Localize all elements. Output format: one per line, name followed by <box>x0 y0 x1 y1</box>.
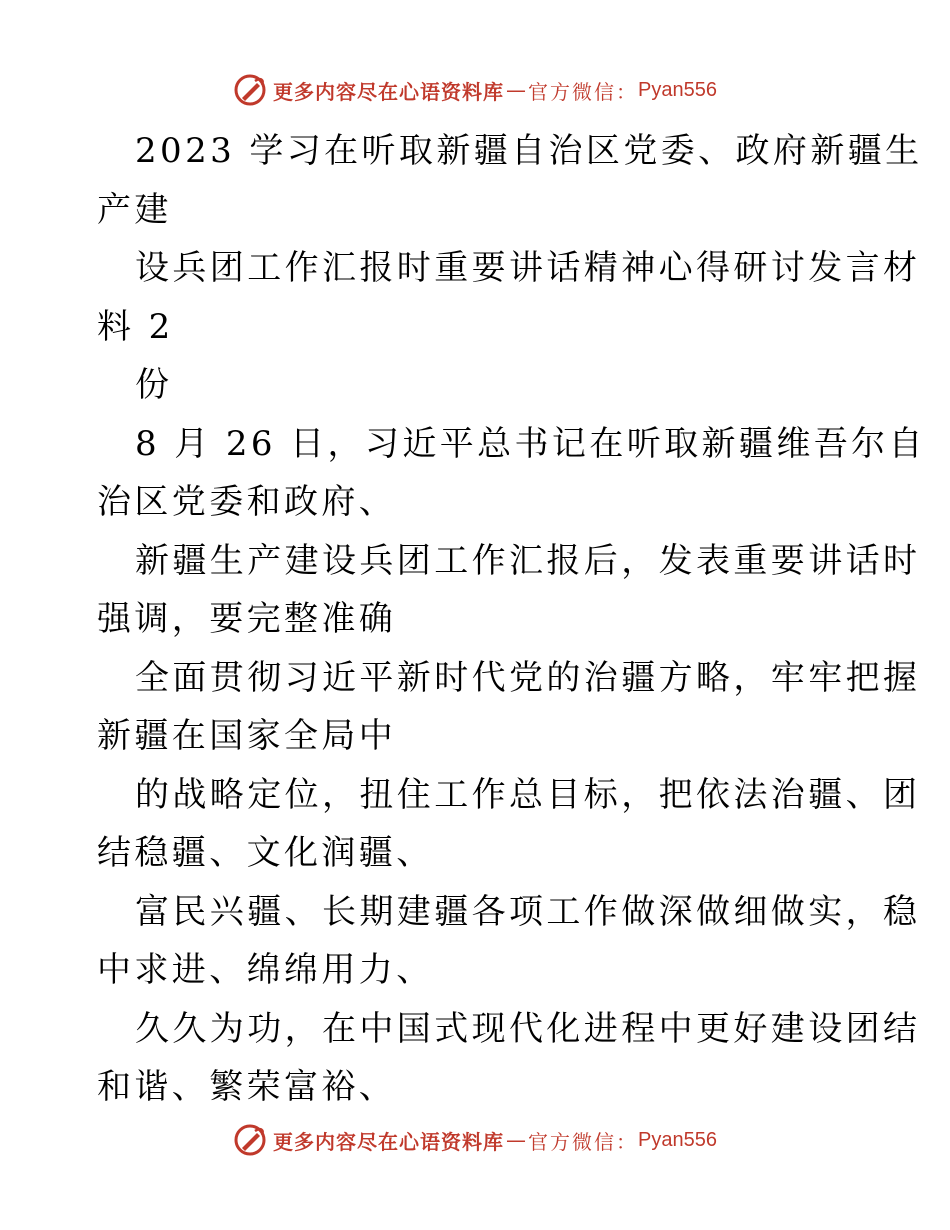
document-line: 产建 <box>97 189 172 230</box>
document-line: 和谐、繁荣富裕、 <box>97 1067 397 1107</box>
document-body <box>97 122 926 1117</box>
document-line: 治区党委和政府、 <box>97 482 397 522</box>
document-line: 2023 学习在听取新疆自治区党委、政府新疆生 <box>135 131 923 171</box>
watermark-wechat-id: Pyan556 <box>638 1128 717 1151</box>
watermark-brand-text: 更多内容尽在心语资料库 <box>273 1129 505 1154</box>
document-line: 设兵团工作汇报时重要讲话精神心得研讨发言材 <box>135 248 921 288</box>
document-line: 8 月 26 日，习近平总书记在听取新疆维吾尔自 <box>135 423 926 464</box>
header-watermark <box>0 70 950 110</box>
document-line: 富民兴疆、长期建疆各项工作做深做细做实，稳 <box>135 891 921 932</box>
footer-watermark <box>0 1120 950 1160</box>
watermark-wechat-id: Pyan556 <box>638 78 717 101</box>
document-line: 份 <box>135 365 173 405</box>
document-line: 料 2 <box>97 306 174 347</box>
document-line: 中求进、绵绵用力、 <box>97 950 434 990</box>
document-line: 的战略定位，扭住工作总目标，把依法治疆、团 <box>135 774 921 815</box>
quill-logo-icon <box>233 73 267 107</box>
watermark-brand-text: 更多内容尽在心语资料库 <box>273 79 505 104</box>
watermark-separator: — <box>506 78 527 102</box>
watermark-label: 官方微信： <box>528 79 639 104</box>
document-line: 久久为功，在中国式现代化进程中更好建设团结 <box>135 1008 921 1049</box>
watermark-separator: — <box>506 1128 527 1152</box>
document-line: 新疆生产建设兵团工作汇报后，发表重要讲话时 <box>135 540 921 581</box>
document-line: 全面贯彻习近平新时代党的治疆方略，牢牢把握 <box>135 657 921 698</box>
quill-logo-icon <box>233 1123 267 1157</box>
document-line: 新疆在国家全局中 <box>97 716 397 756</box>
watermark-label: 官方微信： <box>528 1129 639 1154</box>
document-line: 强调，要完整准确 <box>97 599 397 639</box>
document-line: 结稳疆、文化润疆、 <box>97 833 434 873</box>
